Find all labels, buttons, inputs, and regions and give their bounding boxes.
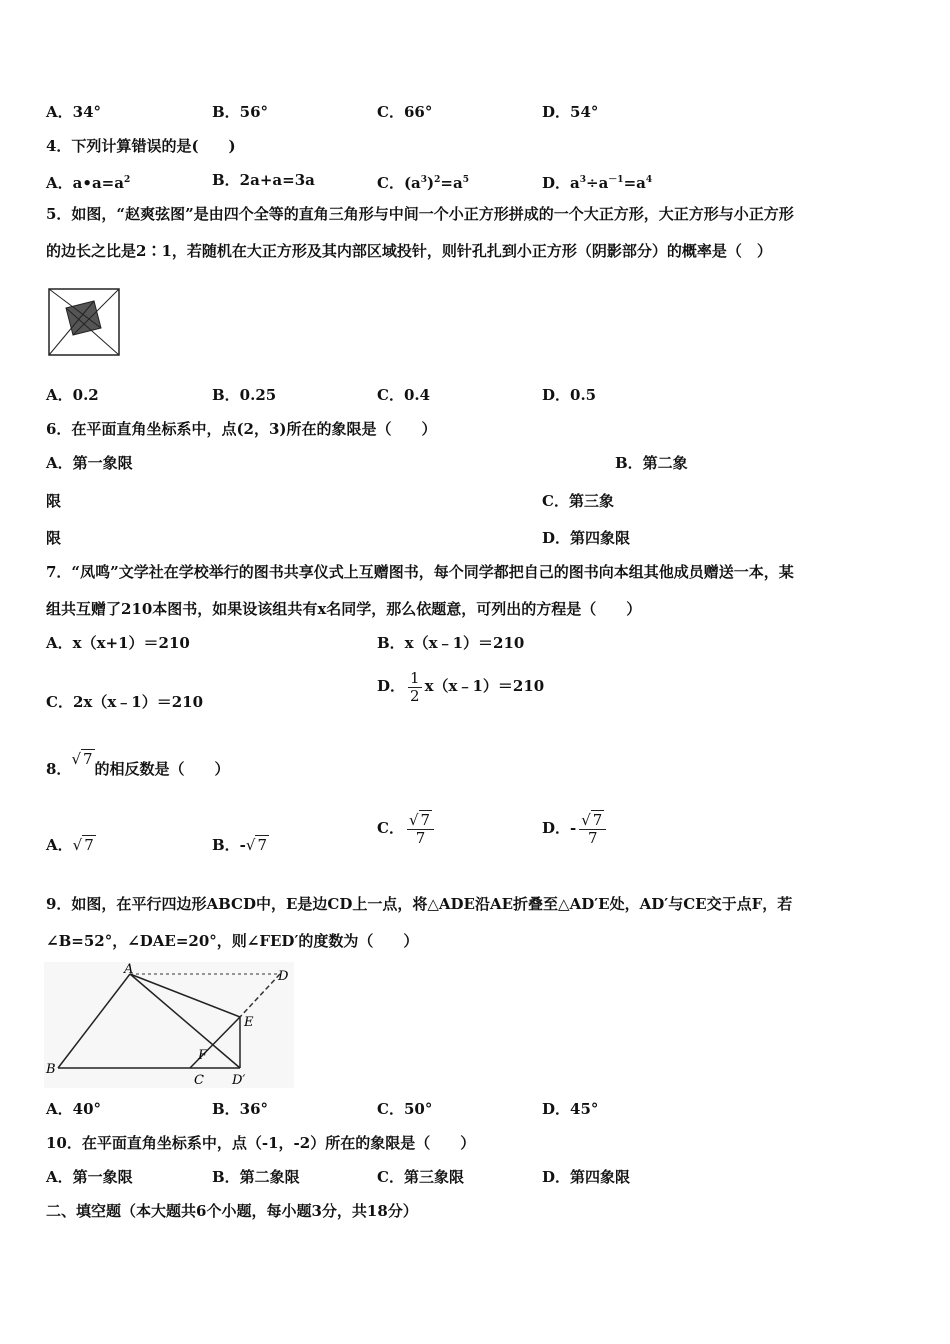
label-e: E: [244, 1015, 254, 1030]
q3-option-b: B．56°: [212, 103, 269, 121]
q4-stem: 4．下列计算错误的是( ): [46, 137, 236, 155]
q9-option-b: B．36°: [212, 1100, 269, 1118]
q8-stem: 8．√ 7的相反数是（ ）: [46, 750, 230, 778]
q10-option-c: C．第三象限: [377, 1168, 464, 1186]
q4-option-c: C．$(a^3)^2=a^5$: [377, 174, 469, 192]
q6-wrap-2: 限: [46, 529, 62, 547]
q5-stem-line2: 的边长之比是2∶1，若随机在大正方形及其内部区域投针，则针孔扎到小正方形（阴影部分）的概率是（ ）: [46, 242, 772, 260]
q3-option-a: A．34°: [46, 103, 102, 121]
q9-option-c: C．50°: [377, 1100, 433, 1118]
q4-option-b: B．2a+a=3a: [212, 171, 315, 189]
q9-option-a: A．40°: [46, 1100, 102, 1118]
section-heading: 二、填空题（本大题共6个小题，每小题3分，共18分）: [46, 1202, 418, 1220]
zhao-shuang-figure: [48, 288, 120, 356]
q6-option-c: C．第三象: [542, 492, 614, 510]
q10-option-d: D．第四象限: [542, 1168, 631, 1186]
q4-option-d: D．$a^3\div a^{-1}=a^4$: [542, 174, 653, 192]
q8-option-d: D．- $\frac{√ 7}{7}$: [542, 812, 609, 846]
q5-option-a: A．0.2: [46, 386, 99, 404]
label-b: B: [46, 1062, 56, 1077]
q5-option-b: B．0.25: [212, 386, 277, 404]
sqrt-seven: √ 7: [71, 750, 93, 768]
q7-option-a: A．x（x+1）＝210: [46, 634, 190, 652]
q3-option-d: D．54°: [542, 103, 599, 121]
label-a: A: [124, 962, 134, 977]
parallelogram-figure: [44, 962, 294, 1088]
q9-stem-line2: ∠B=52°，∠DAE=20°，则∠FED′的度数为（ ）: [46, 932, 419, 950]
q5-option-d: D．0.5: [542, 386, 597, 404]
q5-stem-line1: 5．如图，“赵爽弦图”是由四个全等的直角三角形与中间一个小正方形拼成的一个大正方形，大正方形与小正方形: [46, 205, 794, 223]
one-half-fraction: $\frac{1}{2}$: [410, 669, 420, 705]
label-d-prime: D′: [232, 1073, 246, 1088]
q9-option-d: D．45°: [542, 1100, 599, 1118]
q6-wrap-1: 限: [46, 492, 62, 510]
q4-option-a: A．$a•a=a^2$: [46, 174, 131, 192]
label-f: F: [198, 1048, 208, 1063]
q10-option-b: B．第二象限: [212, 1168, 300, 1186]
q9-stem-line1: 9．如图，在平行四边形ABCD中，E是边CD上一点，将△ADE沿AE折叠至△AD′E处，AD′与CE交于点F，若: [46, 895, 793, 913]
q6-option-d: D．第四象限: [542, 529, 631, 547]
q8-option-b: B．-√ 7: [212, 836, 268, 854]
q7-option-c: C．2x（x﹣1）＝210: [46, 693, 204, 711]
q6-option-b: B．第二象: [615, 454, 688, 472]
q10-option-a: A．第一象限: [46, 1168, 133, 1186]
label-d: D: [278, 969, 289, 984]
q7-stem-line2: 组共互赠了210本图书，如果设该组共有x名同学，那么依题意，可列出的方程是（ ）: [46, 600, 642, 618]
q7-option-d: D． $\frac{1}{2}$ x（x﹣1）＝210: [377, 669, 545, 705]
q7-option-b: B．x（x﹣1）＝210: [377, 634, 525, 652]
q10-stem: 10．在平面直角坐标系中，点（-1，-2）所在的象限是（ ）: [46, 1134, 476, 1152]
q5-option-c: C．0.4: [377, 386, 431, 404]
q8-option-a: A．√ 7: [46, 836, 94, 854]
label-c: C: [194, 1073, 204, 1088]
q7-stem-line1: 7．“凤鸣”文学社在学校举行的图书共享仪式上互赠图书，每个同学都把自己的图书向本组其他成员赠送一本，某: [46, 563, 794, 581]
q6-stem: 6．在平面直角坐标系中，点(2，3)所在的象限是（ ）: [46, 420, 437, 438]
q8-option-c: C． $\frac{√ 7}{7}$: [377, 812, 437, 846]
q3-option-c: C．66°: [377, 103, 433, 121]
q6-option-a: A．第一象限: [46, 454, 133, 472]
